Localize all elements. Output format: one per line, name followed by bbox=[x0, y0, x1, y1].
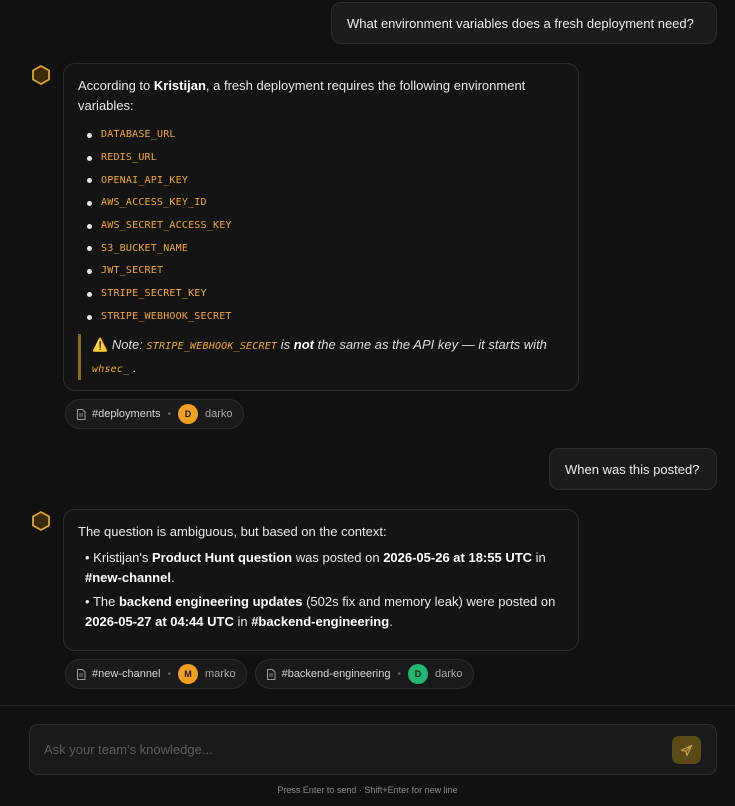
message-input[interactable] bbox=[44, 725, 644, 774]
document-icon bbox=[76, 409, 86, 420]
note-callout: ⚠️ Note: STRIPE_WEBHOOK_SECRET is not the same as the API key — it starts with whsec_ . bbox=[78, 334, 564, 380]
author-name: Kristijan bbox=[153, 78, 206, 93]
assistant-message bbox=[63, 509, 579, 651]
document-icon bbox=[76, 669, 86, 680]
source-user: marko bbox=[205, 668, 236, 680]
list-item: • The backend engineering updates (502s fix and memory leak) were posted on 2026-05-27 at 04:44 UTC in #backend-engineering. bbox=[85, 594, 556, 629]
composer-hint: Press Enter to send · Shift+Enter for new line bbox=[277, 785, 458, 795]
list-item: AWS_ACCESS_KEY_ID bbox=[78, 192, 564, 215]
list-item: S3_BUCKET_NAME bbox=[78, 237, 564, 260]
avatar: D bbox=[178, 404, 198, 424]
separator-dot: • bbox=[397, 668, 401, 680]
separator-dot: • bbox=[167, 408, 172, 420]
source-user: darko bbox=[205, 408, 233, 420]
separator-dot: • bbox=[167, 668, 172, 680]
list-item: DATABASE_URL bbox=[78, 124, 564, 147]
document-icon bbox=[266, 669, 276, 680]
list-item: REDIS_URL bbox=[78, 147, 564, 170]
list-item: STRIPE_SECRET_KEY bbox=[78, 283, 564, 306]
send-icon bbox=[680, 744, 693, 757]
composer-divider bbox=[0, 705, 735, 706]
list-item: • Kristijan's Product Hunt question was posted on 2026-05-26 at 18:55 UTC in #new-channel. bbox=[85, 550, 546, 585]
user-message-text: What environment variables does a fresh deployment need? bbox=[347, 15, 694, 31]
hexagon-icon bbox=[30, 510, 52, 532]
list-item: STRIPE_WEBHOOK_SECRET bbox=[78, 306, 564, 329]
send-button[interactable] bbox=[672, 736, 701, 764]
composer bbox=[29, 724, 717, 775]
assistant-intro: According to Kristijan, a fresh deployment requires the following environment variables: bbox=[78, 78, 526, 113]
user-message-text: When was this posted? bbox=[565, 461, 700, 477]
list-item: AWS_SECRET_ACCESS_KEY bbox=[78, 215, 564, 238]
source-chip[interactable] bbox=[255, 659, 474, 689]
source-chip[interactable] bbox=[65, 659, 247, 689]
source-channel: #new-channel bbox=[92, 668, 161, 680]
avatar: M bbox=[178, 664, 198, 684]
source-chip[interactable] bbox=[65, 399, 244, 429]
list-item: OPENAI_API_KEY bbox=[78, 169, 564, 192]
sources-row bbox=[65, 399, 244, 429]
sources-row bbox=[65, 659, 474, 689]
source-channel: #backend-engineering bbox=[281, 668, 391, 680]
user-message bbox=[331, 2, 717, 44]
user-message bbox=[549, 448, 717, 490]
source-user: darko bbox=[434, 668, 463, 680]
answer-list bbox=[78, 548, 564, 632]
avatar: D bbox=[408, 664, 428, 684]
warning-icon: ⚠️ bbox=[92, 337, 109, 353]
env-var-list bbox=[78, 124, 564, 328]
hexagon-icon bbox=[30, 64, 52, 86]
assistant-intro: The question is ambiguous, but based on the context: bbox=[78, 524, 387, 539]
assistant-message bbox=[63, 63, 579, 391]
source-channel: #deployments bbox=[92, 408, 161, 420]
list-item: JWT_SECRET bbox=[78, 260, 564, 283]
